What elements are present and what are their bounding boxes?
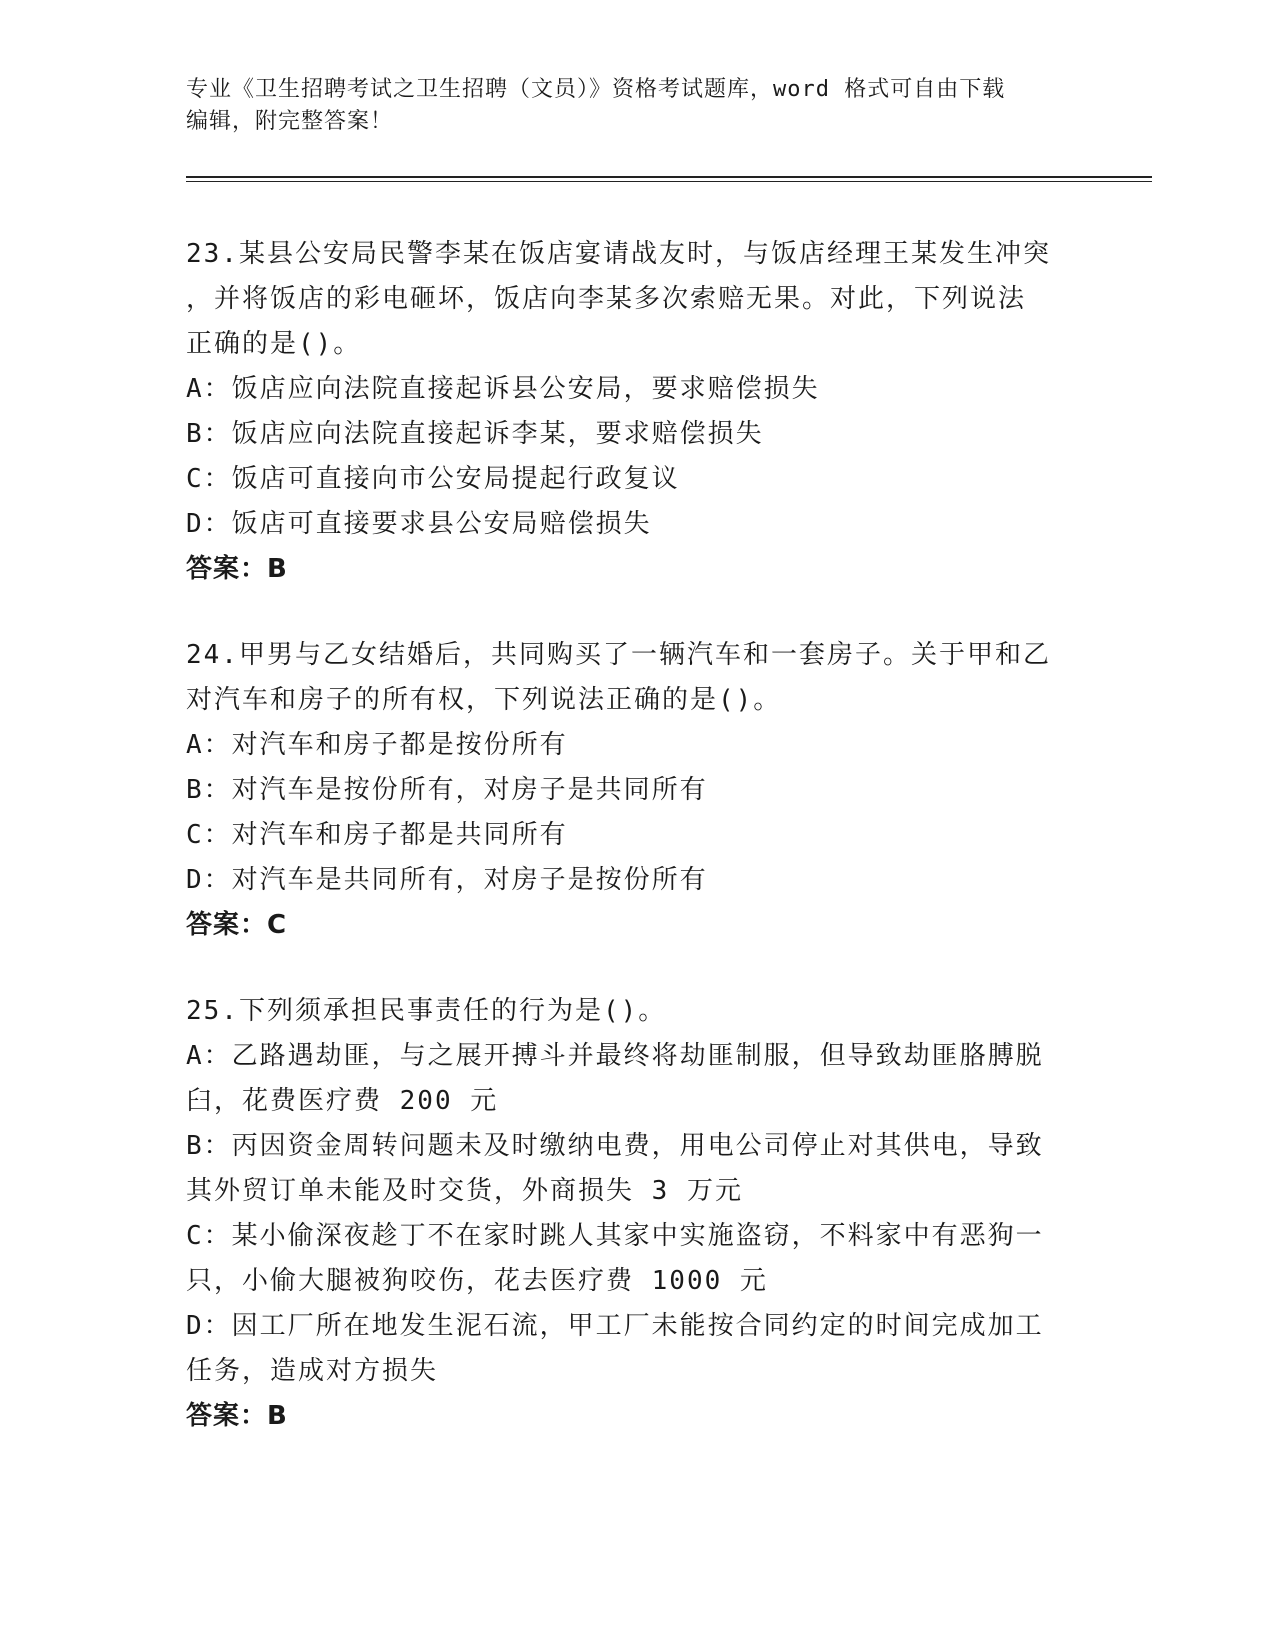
option-d-continued: 任务，造成对方损失 <box>186 1356 439 1386</box>
option-b-continued: 其外贸订单未能及时交货，外商损失 3 万元 <box>186 1176 743 1206</box>
answer-label: 答案：B <box>186 554 288 584</box>
question-stem-line: ，并将饭店的彩电砸坏，饭店向李某多次索赔无果。对此，下列说法 <box>186 284 1027 314</box>
question-list <box>186 232 1076 1480</box>
header-rule-thick <box>186 176 1152 178</box>
header-rule-thin <box>186 181 1152 182</box>
answer-label: 答案：C <box>186 910 288 940</box>
header-line: 专业《卫生招聘考试之卫生招聘（文员）》资格考试题库，word 格式可自由下载 <box>186 77 1006 102</box>
option-c: C：某小偷深夜趁丁不在家时跳人其家中实施盗窃，不料家中有恶狗一 <box>186 1221 1044 1251</box>
option-a-continued: 臼，花费医疗费 200 元 <box>186 1086 499 1116</box>
option-b: B：对汽车是按份所有，对房子是共同所有 <box>186 775 708 805</box>
option-c-continued: 只，小偷大腿被狗咬伤，花去医疗费 1000 元 <box>186 1266 768 1296</box>
header-line: 编辑，附完整答案！ <box>186 109 394 134</box>
question-stem-line: 23.某县公安局民警李某在饭店宴请战友时，与饭店经理王某发生冲突 <box>186 239 1051 269</box>
option-a: A：饭店应向法院直接起诉县公安局，要求赔偿损失 <box>186 374 820 404</box>
answer-label: 答案：B <box>186 1401 288 1431</box>
option-a: A：乙路遇劫匪，与之展开搏斗并最终将劫匪制服，但导致劫匪胳膊脱 <box>186 1041 1044 1071</box>
option-d: D：因工厂所在地发生泥石流，甲工厂未能按合同约定的时间完成加工 <box>186 1311 1044 1341</box>
option-c: C：饭店可直接向市公安局提起行政复议 <box>186 464 680 494</box>
question-stem-line: 对汽车和房子的所有权，下列说法正确的是()。 <box>186 685 782 715</box>
question-item <box>186 989 1076 1439</box>
option-b: B：丙因资金周转问题未及时缴纳电费，用电公司停止对其供电，导致 <box>186 1131 1044 1161</box>
document-header <box>186 74 1066 138</box>
question-stem-line: 正确的是()。 <box>186 329 362 359</box>
option-d: D：饭店可直接要求县公安局赔偿损失 <box>186 509 652 539</box>
question-stem-line: 25.下列须承担民事责任的行为是()。 <box>186 996 667 1026</box>
option-d: D：对汽车是共同所有，对房子是按份所有 <box>186 865 708 895</box>
question-item <box>186 232 1076 592</box>
option-a: A：对汽车和房子都是按份所有 <box>186 730 568 760</box>
question-item <box>186 633 1076 948</box>
option-c: C：对汽车和房子都是共同所有 <box>186 820 568 850</box>
question-stem-line: 24.甲男与乙女结婚后，共同购买了一辆汽车和一套房子。关于甲和乙 <box>186 640 1051 670</box>
option-b: B：饭店应向法院直接起诉李某，要求赔偿损失 <box>186 419 764 449</box>
